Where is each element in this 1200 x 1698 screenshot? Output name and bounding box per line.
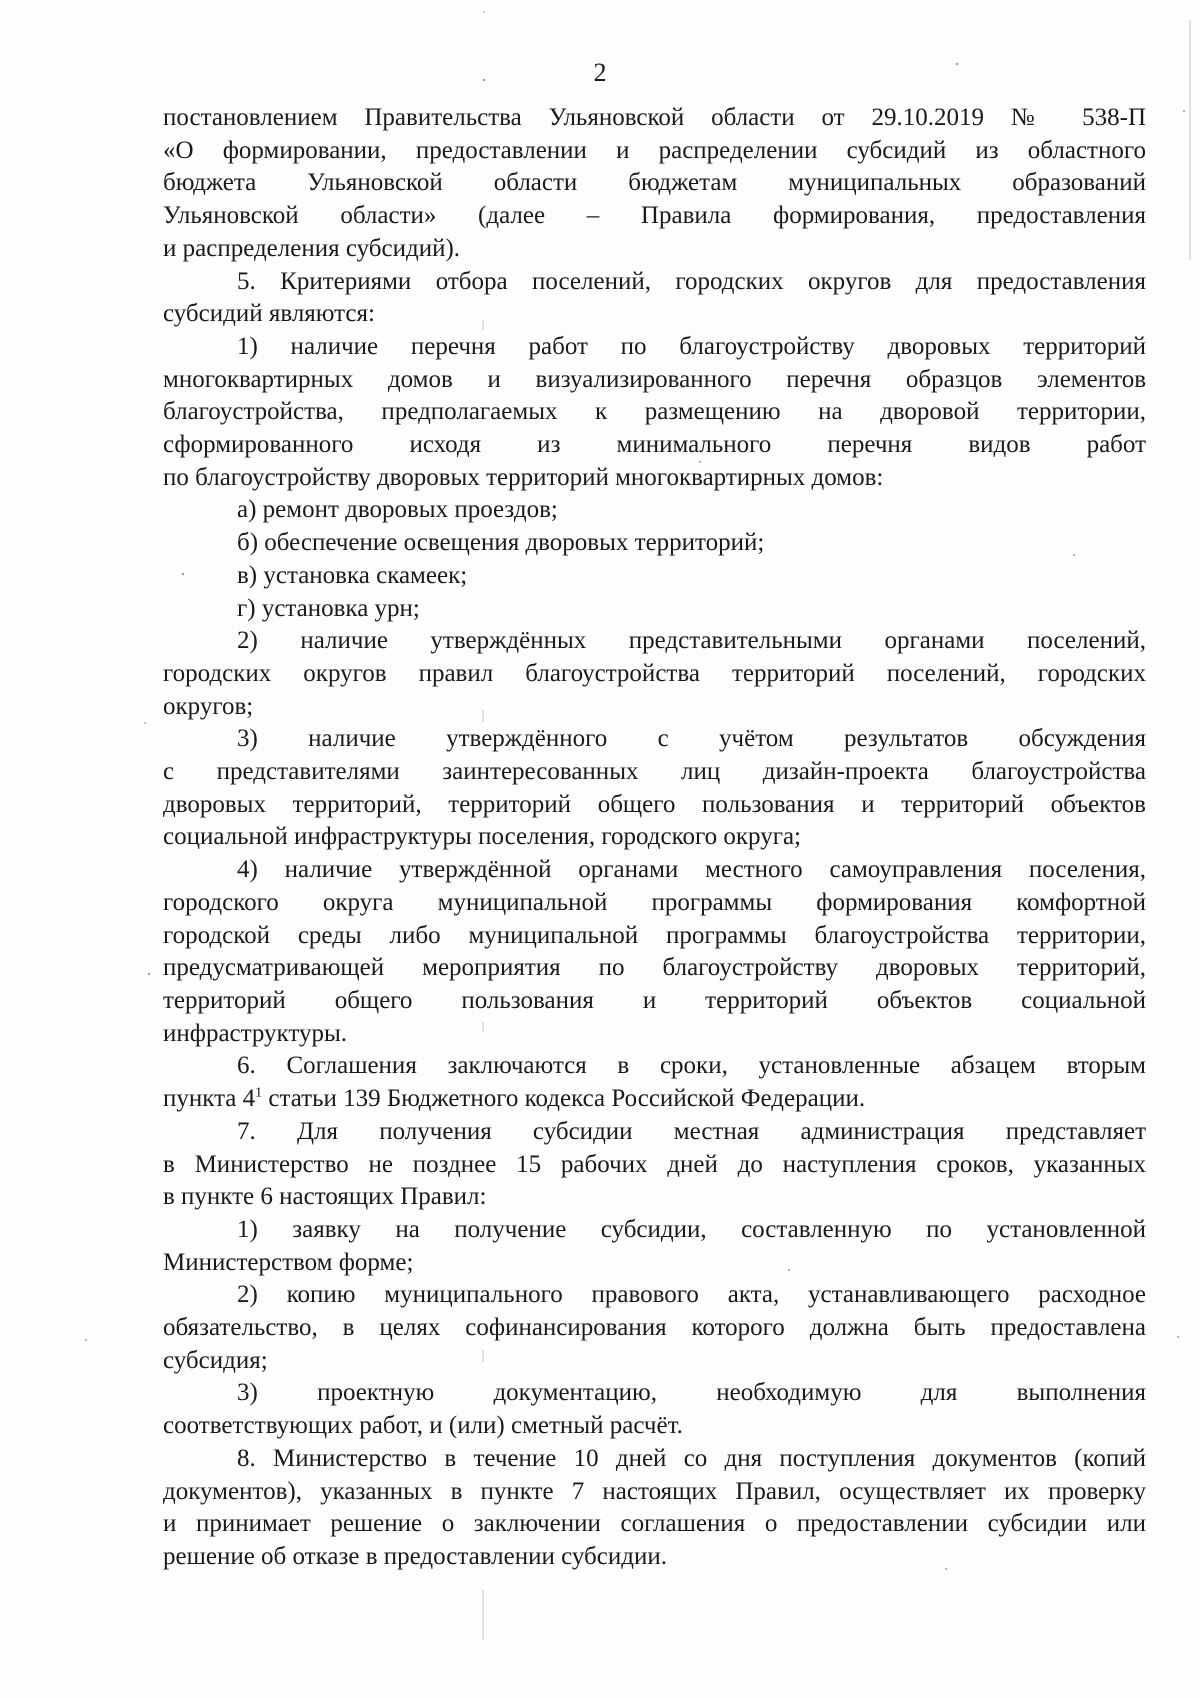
list-item: б) обеспечение освещения дворовых территорий; — [237, 529, 765, 557]
paragraph-line: Министерством форме; — [163, 1248, 414, 1276]
paragraph-line: городского округа муниципальной программы формирования комфортной — [163, 888, 1146, 916]
paragraph-line: 3) проектную документацию, необходимую для выполнения — [237, 1379, 1146, 1407]
paragraph-line: 4) наличие утверждённой органами местного самоуправления поселения, — [237, 856, 1146, 884]
paragraph-line: Ульяновской области» (далее – Правила формирования, предоставления — [163, 202, 1146, 230]
paragraph-line: 1) заявку на получение субсидии, составленную по установленной — [237, 1215, 1146, 1243]
paragraph-line: постановлением Правительства Ульяновской области от 29.10.2019 № 538-П — [163, 104, 1146, 131]
document-body — [163, 102, 1146, 1574]
paragraph-line: 3) наличие утверждённого с учётом результатов обсуждения — [237, 725, 1146, 753]
paragraph-line: территорий общего пользования и территорий объектов социальной — [163, 986, 1146, 1014]
paragraph-line: 8. Министерство в течение 10 дней со дня поступления документов (копий — [237, 1444, 1146, 1472]
paragraph-line: 2) наличие утверждённых представительными органами поселений, — [237, 627, 1146, 655]
page-number: 2 — [593, 58, 607, 87]
paragraph-line: «О формировании, предоставлении и распределении субсидий из областного — [163, 136, 1146, 164]
paragraph-line: и принимает решение о заключении соглашения о предоставлении субсидии или — [163, 1510, 1146, 1538]
paragraph-line: инфраструктуры. — [163, 1019, 348, 1047]
paragraph-line: решение об отказе в предоставлении субсидии. — [163, 1542, 667, 1570]
superscript: 1 — [255, 1085, 263, 1101]
paragraph-line: предусматривающей мероприятия по благоустройству дворовых территорий, — [163, 954, 1146, 982]
paragraph-line: в пункте 6 настоящих Правил: — [163, 1183, 487, 1211]
paragraph-line: с представителями заинтересованных лиц дизайн-проекта благоустройства — [163, 758, 1146, 786]
paragraph-line: округов; — [163, 692, 254, 720]
list-item: г) установка урн; — [237, 594, 420, 622]
paragraph-line: 7. Для получения субсидии местная администрация представляет — [237, 1117, 1146, 1145]
paragraph-line: 2) копию муниципального правового акта, устанавливающего расходное — [237, 1281, 1146, 1309]
paragraph-text: пункта 4 — [163, 1085, 256, 1113]
paragraph-line: городских округов правил благоустройства территорий поселений, городских — [163, 659, 1146, 687]
list-item: в) установка скамеек; — [237, 561, 468, 589]
paragraph-line: субсидий являются: — [163, 300, 375, 328]
paragraph-line: бюджета Ульяновской области бюджетам муниципальных образований — [163, 169, 1146, 197]
list-item: а) ремонт дворовых проездов; — [237, 496, 558, 524]
paragraph-line: 5. Критериями отбора поселений, городских округов для предоставления — [237, 267, 1146, 295]
paragraph-line: обязательство, в целях софинансирования которого должна быть предоставлена — [163, 1314, 1146, 1342]
paragraph-line: благоустройства, предполагаемых к размещению на дворовой территории, — [163, 398, 1146, 426]
paragraph-line: дворовых территорий, территорий общего пользования и территорий объектов — [163, 790, 1146, 818]
paragraph-line: сформированного исходя из минимального перечня видов работ — [163, 431, 1146, 459]
paragraph-line: 6. Соглашения заключаются в сроки, установленные абзацем вторым — [237, 1052, 1146, 1080]
paragraph-line: документов), указанных в пункте 7 настоящих Правил, осуществляет их проверку — [163, 1477, 1146, 1505]
paragraph-line: городской среды либо муниципальной программы благоустройства территории, — [163, 921, 1146, 949]
paragraph-line: и распределения субсидий). — [163, 234, 461, 262]
paragraph-line: субсидия; — [163, 1346, 268, 1374]
paragraph-line: 1) наличие перечня работ по благоустройству дворовых территорий — [237, 332, 1146, 360]
paragraph-text: статьи 139 Бюджетного кодекса Российской Федерации. — [262, 1085, 866, 1113]
paragraph-line — [163, 1083, 1146, 1116]
paragraph-line: в Министерство не позднее 15 рабочих дней до наступления сроков, указанных — [163, 1150, 1146, 1178]
paragraph-line: по благоустройству дворовых территорий многоквартирных домов: — [163, 463, 884, 491]
paragraph-line: многоквартирных домов и визуализированного перечня образцов элементов — [163, 365, 1146, 393]
paragraph-line: соответствующих работ, и (или) сметный расчёт. — [163, 1412, 683, 1440]
paragraph-line: социальной инфраструктуры поселения, городского округа; — [163, 823, 801, 851]
